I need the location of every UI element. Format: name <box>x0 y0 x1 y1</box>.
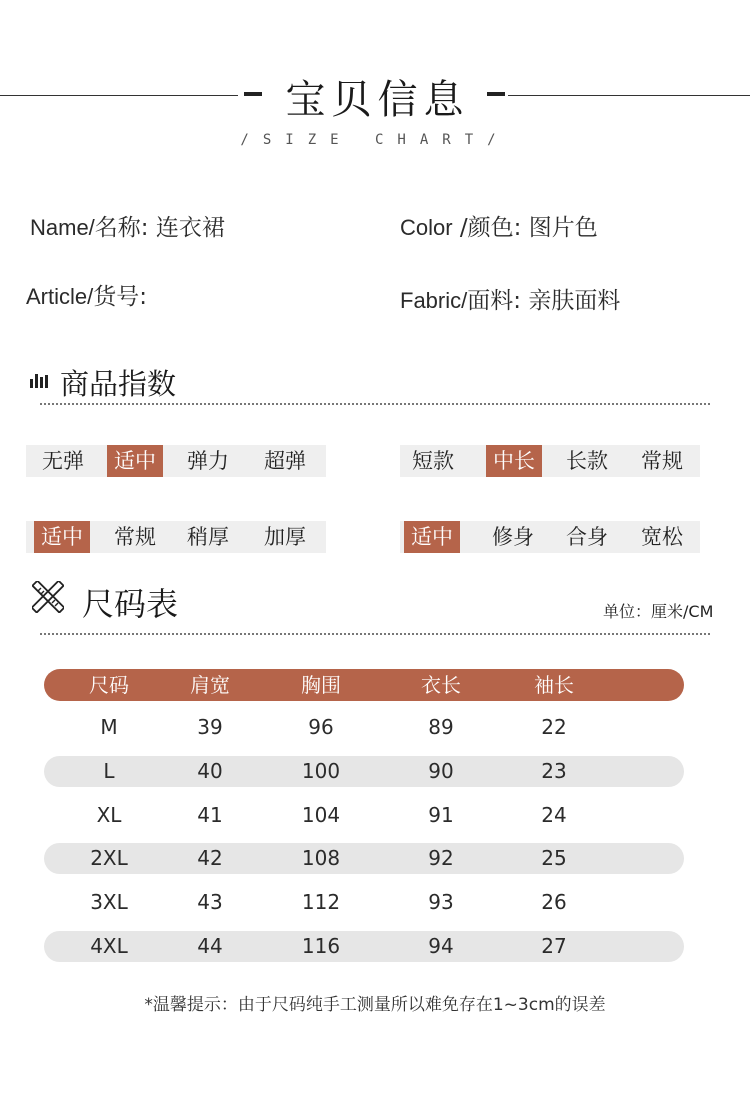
table-cell: 92 <box>428 846 454 870</box>
option-selected: 中长 <box>486 445 542 477</box>
info-article-key: Article/ <box>26 284 94 309</box>
info-fabric-value: 亲肤面料 <box>528 288 621 314</box>
option: 加厚 <box>264 525 306 549</box>
info-color-value: 图片色 <box>528 215 598 241</box>
table-cell: 42 <box>197 846 223 870</box>
table-cell: XL <box>96 803 122 827</box>
title-dash-left <box>244 92 262 96</box>
option: 弹力 <box>187 449 229 473</box>
info-name-label: 名称: <box>94 215 149 241</box>
unit-label: 单位：厘米/CM <box>603 602 714 621</box>
option: 短款 <box>412 449 454 473</box>
table-cell: 27 <box>541 934 567 958</box>
size-section-title: 尺码表 <box>82 585 179 623</box>
column-header: 衣长 <box>421 673 461 697</box>
info-name <box>30 209 225 242</box>
index-section-title: 商品指数 <box>60 367 177 401</box>
option: 常规 <box>641 449 683 473</box>
table-cell: 94 <box>428 934 454 958</box>
option: 稍厚 <box>187 525 229 549</box>
table-cell: 89 <box>428 715 454 739</box>
bar-chart-icon <box>30 372 48 388</box>
column-header: 尺码 <box>89 673 129 697</box>
table-cell: 24 <box>541 803 567 827</box>
table-cell: 2XL <box>90 846 128 870</box>
page-subtitle: /SIZE CHART/ <box>240 132 510 148</box>
info-name-value: 连衣裙 <box>155 215 225 241</box>
info-fabric-key: Fabric/ <box>400 288 468 313</box>
option-group-3 <box>400 521 700 553</box>
table-cell: 43 <box>197 890 223 914</box>
table-cell: 3XL <box>90 890 128 914</box>
table-cell: 91 <box>428 803 454 827</box>
table-cell: 96 <box>308 715 334 739</box>
measurement-tip: *温馨提示：由于尺码纯手工测量所以难免存在1~3cm的误差 <box>144 995 606 1015</box>
table-row <box>44 931 684 962</box>
info-color-key: Color <box>400 215 453 240</box>
column-header: 肩宽 <box>190 673 230 697</box>
table-cell: 104 <box>301 803 341 827</box>
option: 宽松 <box>641 525 683 549</box>
table-row <box>44 887 684 918</box>
info-color-label: /颜色: <box>459 215 522 241</box>
info-fabric <box>400 282 620 315</box>
info-color <box>400 209 598 242</box>
table-cell: 100 <box>301 759 341 783</box>
table-row <box>44 712 684 743</box>
table-cell: 39 <box>197 715 223 739</box>
info-article-label: 货号: <box>93 284 147 310</box>
info-article <box>26 278 147 311</box>
option: 修身 <box>492 525 534 549</box>
table-cell: 93 <box>428 890 454 914</box>
page-title: 宝贝信息 <box>285 77 470 123</box>
option-selected: 适中 <box>107 445 163 477</box>
option-selected: 适中 <box>404 521 460 553</box>
option: 无弹 <box>42 449 84 473</box>
table-cell: 41 <box>197 803 223 827</box>
table-cell: 108 <box>301 846 341 870</box>
size-table-header <box>44 669 684 701</box>
option-selected: 适中 <box>34 521 90 553</box>
dotted-divider <box>40 633 710 635</box>
column-header: 袖长 <box>534 673 574 697</box>
table-cell: 44 <box>197 934 223 958</box>
option: 常规 <box>114 525 156 549</box>
option: 超弹 <box>264 449 306 473</box>
info-name-key: Name/ <box>30 215 95 240</box>
table-cell: 116 <box>301 934 341 958</box>
option-group-1 <box>400 445 700 477</box>
table-row <box>44 800 684 831</box>
dotted-divider <box>40 403 710 405</box>
header-line-left <box>0 95 238 96</box>
table-cell: 40 <box>197 759 223 783</box>
ruler-pencil-icon <box>32 581 64 613</box>
table-cell: 26 <box>541 890 567 914</box>
table-cell: 112 <box>301 890 341 914</box>
option: 长款 <box>566 449 608 473</box>
table-cell: 25 <box>541 846 567 870</box>
option-group-2 <box>26 521 326 553</box>
table-cell: M <box>100 715 118 739</box>
option: 合身 <box>566 525 608 549</box>
column-header: 胸围 <box>301 673 341 697</box>
info-fabric-label: 面料: <box>467 288 521 314</box>
table-cell: 23 <box>541 759 567 783</box>
table-cell: 90 <box>428 759 454 783</box>
option-group-0 <box>26 445 326 477</box>
table-row <box>44 843 684 874</box>
title-dash-right <box>487 92 505 96</box>
table-cell: 4XL <box>90 934 128 958</box>
table-cell: 22 <box>541 715 567 739</box>
header-line-right <box>508 95 750 96</box>
table-cell: L <box>103 759 115 783</box>
table-row <box>44 756 684 787</box>
